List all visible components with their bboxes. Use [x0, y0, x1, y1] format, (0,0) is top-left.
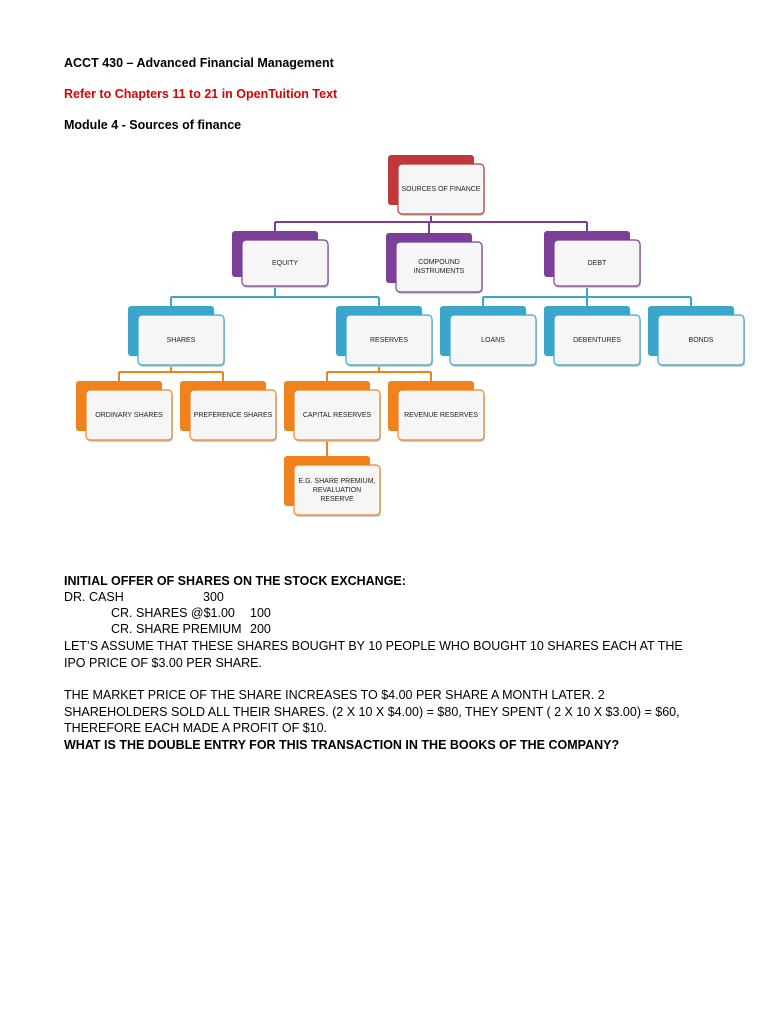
debentures-node-label: DEBENTURES — [573, 336, 621, 344]
ordinary-node-label: ORDINARY SHARES — [95, 411, 163, 419]
chapter-reference: Refer to Chapters 11 to 21 in OpenTuition Text — [64, 87, 338, 101]
example-node-label: E.G. SHARE PREMIUM, REVALUATION RESERVE — [298, 477, 376, 503]
equity-node-label: EQUITY — [271, 259, 299, 267]
dr-cash-value: 300 — [203, 590, 224, 604]
debt-node-label: DEBT — [587, 259, 607, 267]
dr-cash-label: DR. CASH — [64, 590, 124, 604]
entry-heading: INITIAL OFFER OF SHARES ON THE STOCK EXCHANGE: — [64, 574, 406, 588]
reserves-node-label: RESERVES — [370, 336, 408, 344]
capital-node-label: CAPITAL RESERVES — [302, 411, 372, 419]
cr-premium-value: 200 — [250, 622, 271, 636]
assumption-text: LET’S ASSUME THAT THESE SHARES BOUGHT BY 10 PEOPLE WHO BOUGHT 10 SHARES EACH AT THE IPO PRICE OF $3.00 PER SHARE. — [64, 639, 683, 670]
shares-node-label: SHARES — [166, 336, 196, 344]
compound-node-label: COMPOUND INSTRUMENTS — [413, 259, 465, 275]
cr-shares-value: 100 — [250, 606, 271, 620]
market-price-text: THE MARKET PRICE OF THE SHARE INCREASES TO $4.00 PER SHARE A MONTH LATER. 2 SHAREHOLDERS SOLD ALL THEIR SHARES. (2 X 10 X $4.00) = $80, THEY SPENT ( 2 X 10 X $3.00) = $60, THEREFORE EACH MADE A PROFIT OF $10. — [64, 688, 680, 735]
loans-node-label: LOANS — [481, 336, 505, 344]
root-node-label: SOURCES OF FINANCE — [401, 185, 481, 193]
course-title: ACCT 430 – Advanced Financial Management — [64, 56, 334, 70]
cr-shares-label: CR. SHARES @$1.00 — [111, 606, 235, 620]
market-price-paragraph — [64, 687, 704, 737]
double-entry-question: WHAT IS THE DOUBLE ENTRY FOR THIS TRANSACTION IN THE BOOKS OF THE COMPANY? — [64, 738, 620, 752]
cr-premium-label: CR. SHARE PREMIUM — [111, 622, 242, 636]
revenue-node-label: REVENUE RESERVES — [404, 411, 478, 419]
bonds-node-label: BONDS — [688, 336, 714, 344]
module-title: Module 4 - Sources of finance — [64, 118, 242, 132]
assumption-paragraph — [64, 638, 704, 671]
preference-node-label: PREFERENCE SHARES — [193, 411, 273, 419]
